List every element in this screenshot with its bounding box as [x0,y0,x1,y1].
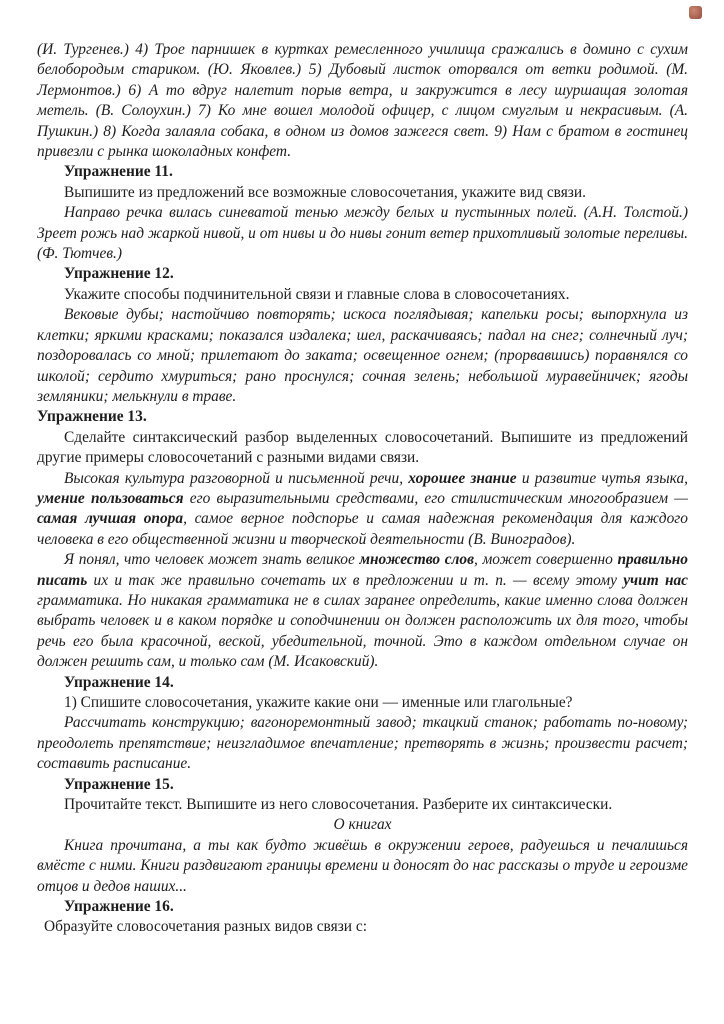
exercise-15-title [37,775,688,795]
exercise-13-material-1 [37,469,688,551]
exercise-15-material [37,836,688,897]
exercise-13-material-2 [37,550,688,672]
text-run: Вековые дубы; настойчиво повторять; искоса поглядывая; капельки росы; выпорхнула из клетки; яркими красками; показался издалека; шел, раскачиваясь; падал на снег; солнечный луч; поздоровалась со мной; прилетают до заката; освещенное огнем; (прорвавшись) поравнялся со школой; сердито хмуриться; рано проснулся; сочная зелень; небольшой муравейничек; ягоды земляники; мелькнули в траве. [37,306,688,405]
text-run: и развитие чутья языка, [516,469,688,487]
text-run: Направо речка вилась синеватой тенью между белых и пустынных полей. (А.Н. Толстой.) Зреет рожь над жаркой нивой, и от нивы и до нивы гонит ветер прихотливый золотые переливы. (Ф. Тютчев.) [37,204,688,263]
text-run: Высокая культура разговорной и письменной речи, [64,469,409,487]
text-run: Упражнение 16. [64,898,174,916]
highlighted-phrase: умение пользоваться [37,489,184,507]
text-run: Образуйте словосочетания разных видов связи с: [44,918,367,936]
exercise-12-task [37,285,688,305]
exercise-12-material [37,305,688,407]
highlighted-phrase: самая лучшая опора [37,510,184,528]
text-run: грамматика. Но никакая грамматика не в силах заранее определить, какие именно слова должен выбрать человек и в каком порядке и соподчинении он должен расположить их для того, чтобы речь его была красочной, веской, убедительной, точной. Это в каждом отдельном случае он должен решить сам, и только сам (М. Исаковский). [37,591,688,671]
text-run: (И. Тургенев.) 4) Трое парнишек в куртках ремесленного училища сражались в домино с сухим белобородым стариком. (Ю. Яковлев.) 5) Дубовый листок оторвался от ветки родимой. (М. Лермонтов.) 6) А то вдруг налетит порыв ветра, и закружится в лесу шуршащая золотая метель. (В. Солоухин.) 7) Ко мне вошел молодой офицер, с лицом смуглым и некрасивым. (А. Пушкин.) 8) Когда залаяла собака, в одном из домов зажегся свет. 9) Нам с братом в гостинец привезли с рынка шоколадных конфет. [37,41,688,161]
exercise-14-task [37,693,688,713]
text-run: , может совершенно [474,551,618,569]
text-run: их и так же правильно сочетать их в предложении и т. п. — всему этому [87,571,624,589]
text-run: его выразительными средствами, его стилистическим многообразием — [183,489,688,507]
exercise-11-title [37,162,688,182]
exercise-15-task [37,795,688,815]
text-run: Прочитайте текст. Выпишите из него словосочетания. Разберите их синтаксически. [64,796,613,814]
exercise-13-task [37,428,688,469]
highlighted-phrase: учит нас [623,571,689,589]
text-run: 1) Спишите словосочетания, укажите какие они — именные или глагольные? [64,694,573,711]
highlighted-phrase: хорошее знание [408,469,517,487]
text-run: Выпишите из предложений все возможные словосочетания, укажите вид связи. [64,183,586,201]
text-run: , самое верное подспорье и самая надежная рекомендация для каждого человека в его общественной жизни и творческой деятельности (В. Виноградов). [37,510,688,548]
exercise-13-title [37,407,688,427]
exercise-14-material [37,713,688,774]
highlighted-phrase: правильно писать [37,551,688,589]
exercise-11-task [37,183,688,203]
text-run: Упражнение 13. [37,408,147,426]
document-body [37,40,688,938]
text-run: Упражнение 14. [64,673,174,691]
continued-example-sentences [37,40,688,162]
exercise-16-title [37,897,688,917]
text-heading-o-knigah [37,815,688,835]
text-run: Я понял, что человек может знать великое [64,551,360,569]
exercise-16-task [37,917,688,937]
text-run: Сделайте синтаксический разбор выделенных словосочетаний. Выпишите из предложений другие примеры словосочетаний с разными видами связи. [37,428,688,467]
exercise-12-title [37,264,688,284]
highlighted-phrase: множество слов [359,551,475,569]
exercise-11-material [37,203,688,264]
corner-mark-icon [689,6,702,19]
exercise-14-title [37,673,688,693]
text-run: Упражнение 12. [64,265,174,283]
text-run: Упражнение 15. [64,775,174,793]
text-run: Рассчитать конструкцию; вагоноремонтный завод; ткацкий станок; работать по-новому; преодолеть препятствие; неизгладимое впечатление; претворять в жизнь; произвести расчет; составить расписание. [37,714,688,773]
text-run: Упражнение 11. [64,163,173,181]
text-run: Укажите способы подчинительной связи и главные слова в словосочетаниях. [64,285,570,303]
text-run: Книга прочитана, а ты как будто живёшь в окружении героев, радуешься и печалишься вмёсте с ними. Книги раздвигают границы времени и доносят до нас рассказы о труде и героизме отцов и дедов наших... [37,836,688,895]
text-run: О книгах [333,816,392,834]
